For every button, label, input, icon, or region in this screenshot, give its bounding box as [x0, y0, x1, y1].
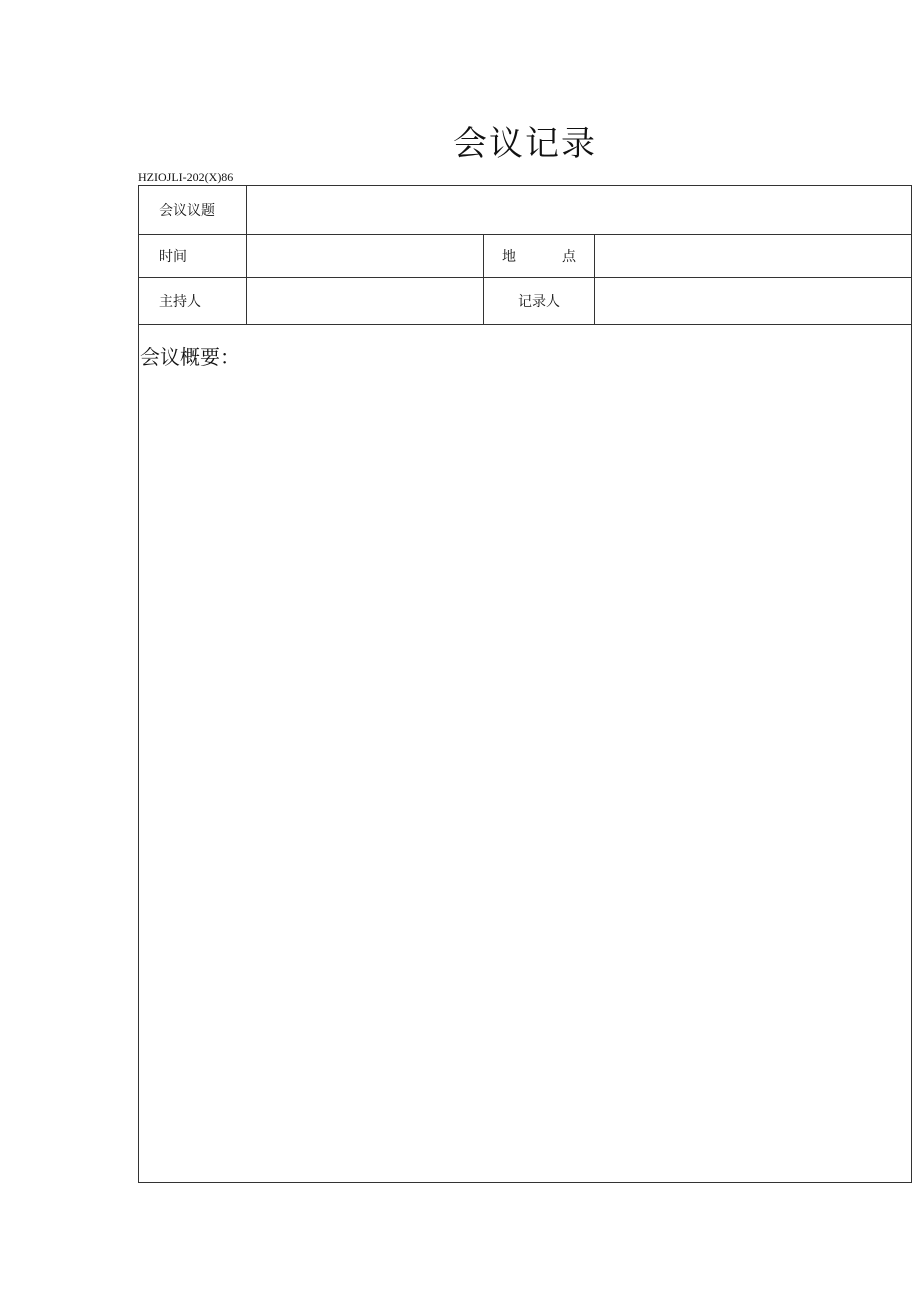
meeting-record-form [138, 185, 912, 1183]
recorder-field[interactable] [595, 278, 912, 325]
recorder-label: 记录人 [484, 278, 595, 325]
host-label: 主持人 [139, 278, 247, 325]
place-label: 地 点 [502, 249, 576, 265]
time-place-row [139, 235, 912, 278]
topic-label: 会议议题 [139, 186, 247, 235]
host-recorder-row [139, 278, 912, 325]
topic-row [139, 186, 912, 235]
document-title: 会议记录 [453, 124, 597, 164]
place-label-cell [484, 235, 595, 278]
host-field[interactable] [247, 278, 484, 325]
topic-field[interactable] [247, 186, 912, 235]
time-field[interactable] [247, 235, 484, 278]
summary-label: 会议概要： [140, 345, 240, 369]
place-field[interactable] [595, 235, 912, 278]
time-label: 时间 [139, 235, 247, 278]
document-code: HZIOJLI-202(X)86 [138, 170, 234, 184]
summary-row [139, 325, 912, 1183]
summary-field[interactable] [139, 325, 912, 1183]
